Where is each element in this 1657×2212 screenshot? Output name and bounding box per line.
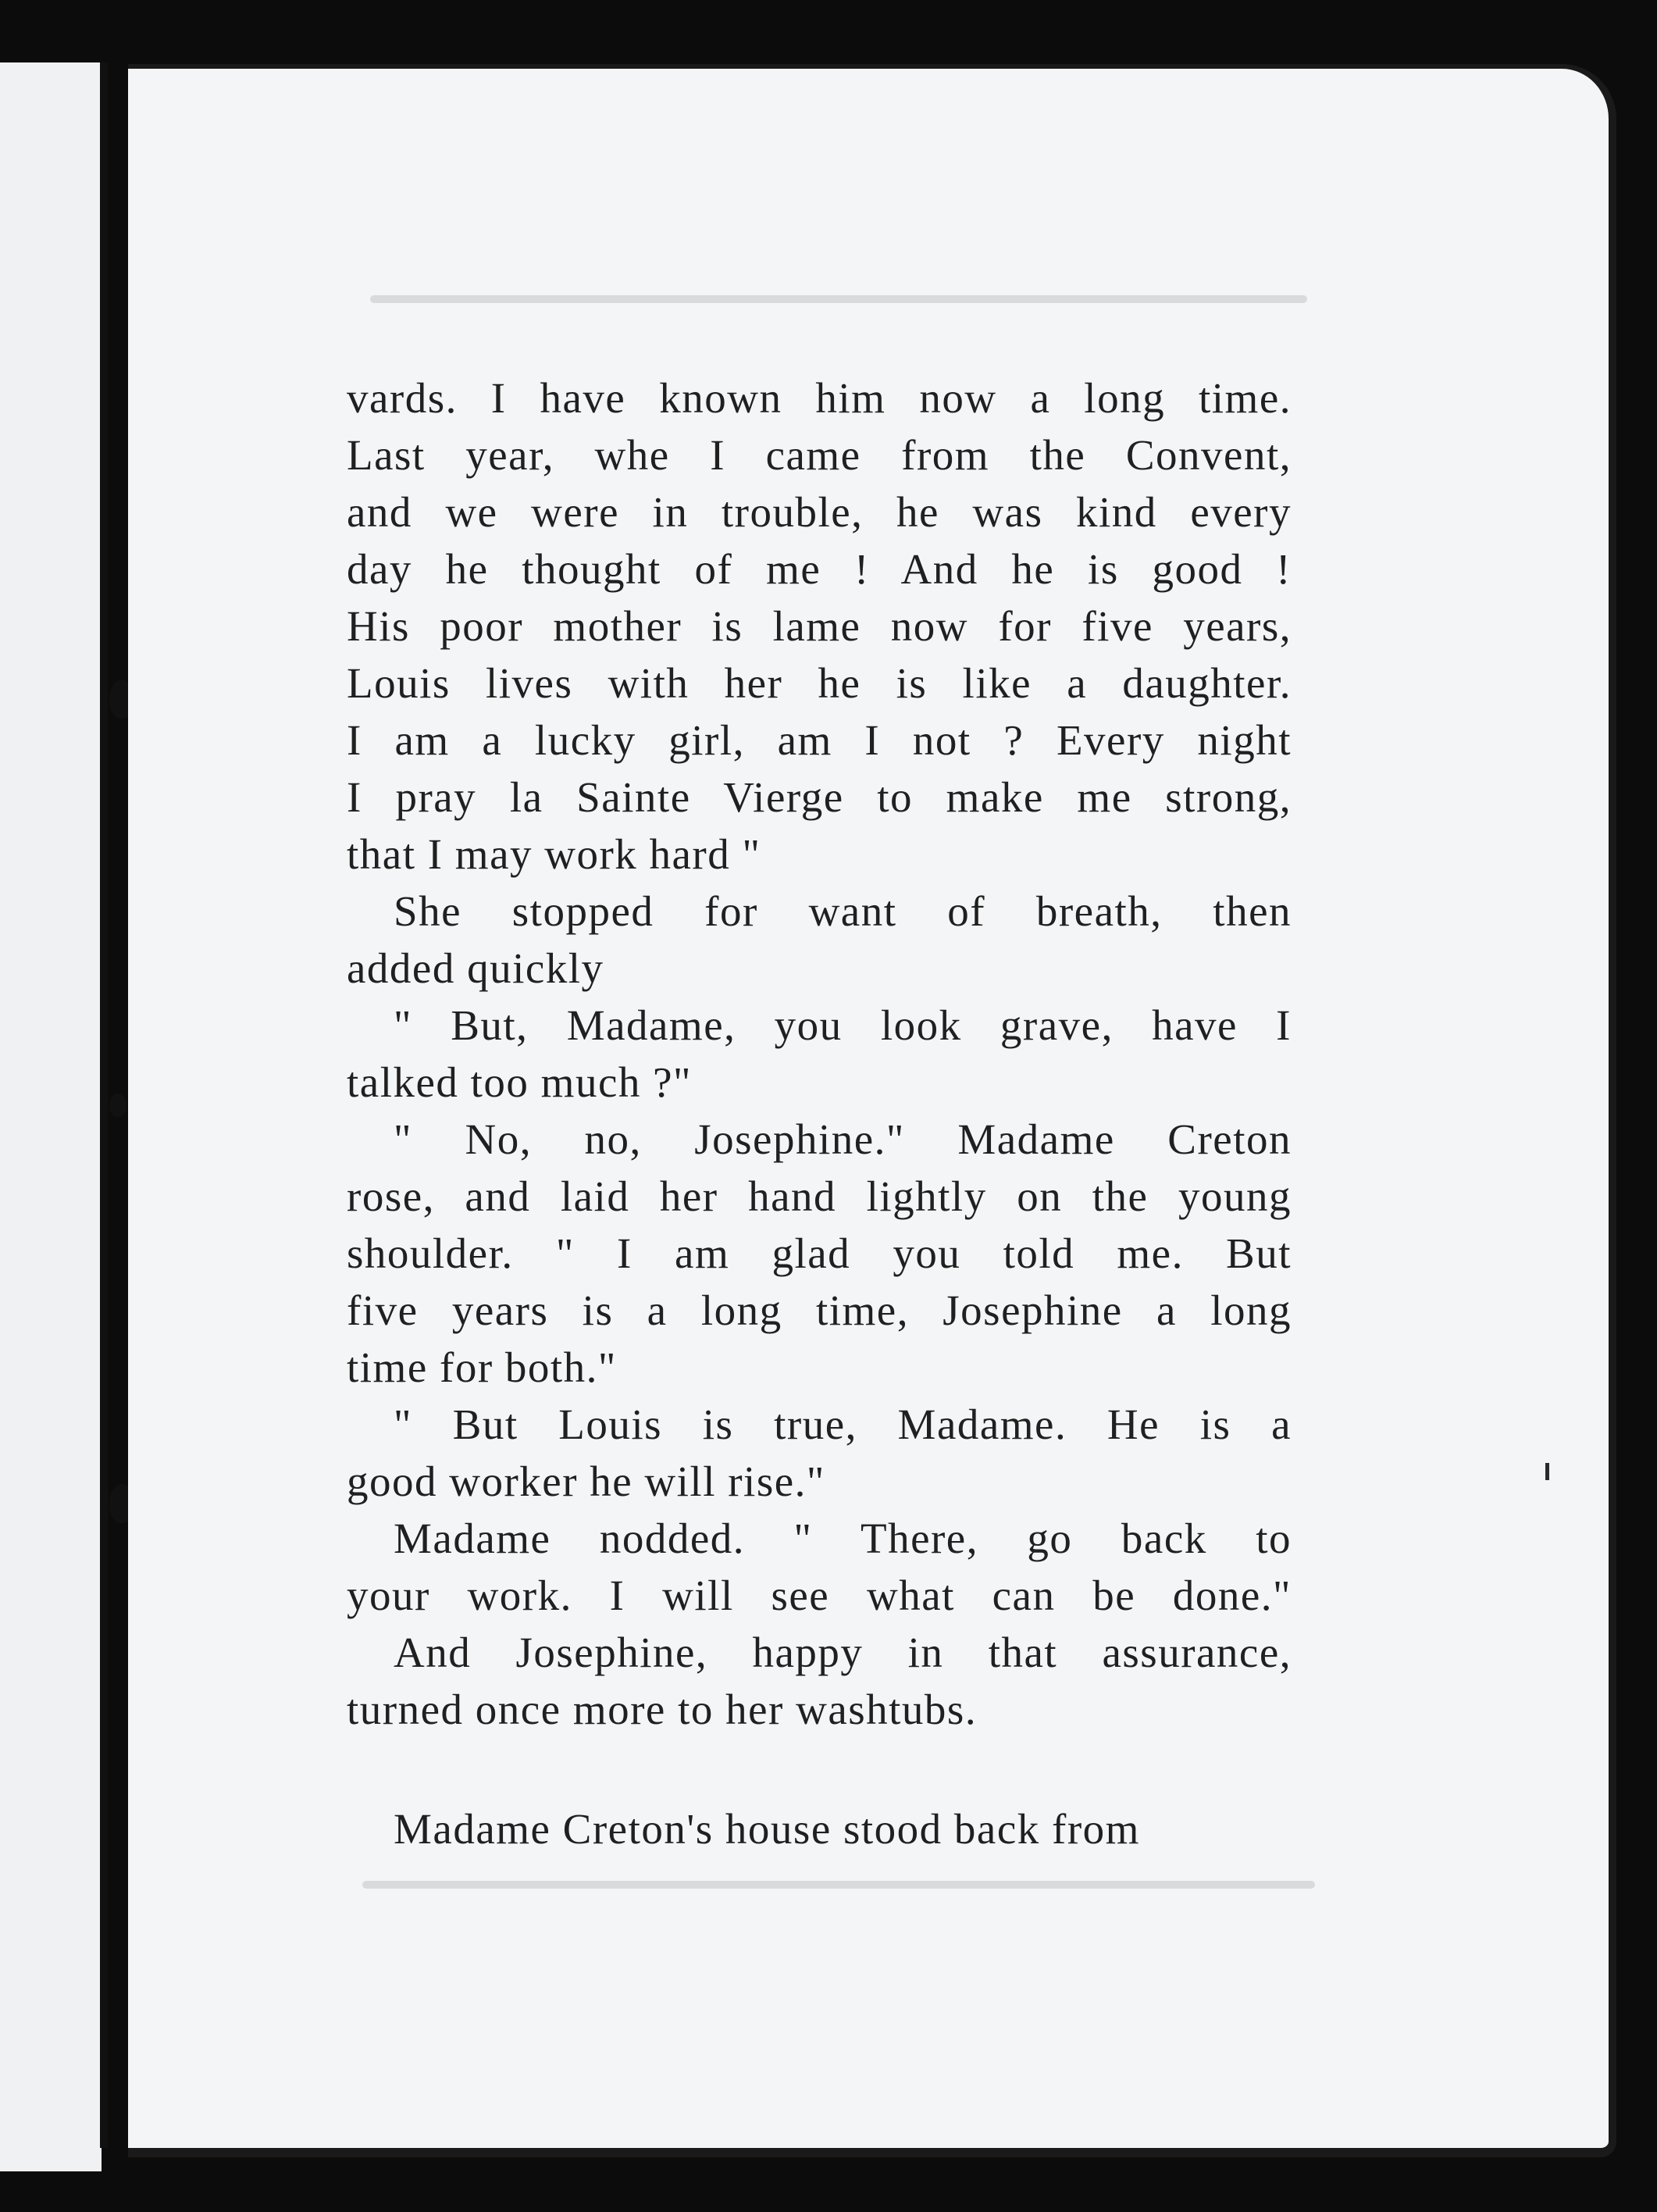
- text-line: day he thought of me ! And he is good !: [347, 545, 1292, 593]
- text-line: that I may work hard ": [347, 830, 761, 878]
- text-line: turned once more to her washtubs.: [347, 1686, 978, 1733]
- text-line: vards. I have known him now a long time.: [347, 374, 1292, 422]
- binding-line: [100, 62, 108, 2148]
- text-line: five years is a long time, Josephine a long: [347, 1286, 1292, 1334]
- book-page: [128, 64, 1616, 2157]
- text-line: talked too much ?": [347, 1058, 692, 1106]
- paragraph-lines: [347, 369, 1292, 1738]
- text-line: Madame Creton's house stood back from: [394, 1805, 1140, 1853]
- text-line: good worker he will rise.": [347, 1457, 825, 1505]
- header-rule: [370, 295, 1307, 303]
- footer-rule: [362, 1881, 1315, 1889]
- text-line: added quickly: [347, 944, 604, 992]
- text-line: His poor mother is lame now for five years,: [347, 602, 1292, 650]
- text-line: your work. I will see what can be done.": [347, 1572, 1292, 1619]
- binding-mark: [109, 1094, 127, 1117]
- page-text: [347, 369, 1292, 1857]
- text-line: " But Louis is true, Madame. He is a: [394, 1400, 1292, 1448]
- text-line: shoulder. " I am glad you told me. But: [347, 1229, 1292, 1277]
- text-line: " No, no, Josephine." Madame Creton: [394, 1115, 1292, 1163]
- text-line: Last year, whe I came from the Convent,: [347, 431, 1292, 479]
- text-line: " But, Madame, you look grave, have I: [394, 1001, 1292, 1049]
- text-line: time for both.": [347, 1343, 617, 1391]
- text-line: I am a lucky girl, am I not ? Every night: [347, 716, 1292, 764]
- text-line: rose, and laid her hand lightly on the young: [347, 1172, 1292, 1220]
- text-line: She stopped for want of breath, then: [394, 887, 1292, 935]
- ink-speck: [1545, 1463, 1549, 1480]
- text-line: and we were in trouble, he was kind every: [347, 488, 1292, 536]
- facing-page-edge: [0, 62, 102, 2171]
- text-line: I pray la Sainte Vierge to make me strong,: [347, 773, 1292, 821]
- section-break: [347, 1738, 1292, 1800]
- text-line: Louis lives with her he is like a daughter.: [347, 659, 1292, 707]
- text-line: And Josephine, happy in that assurance,: [394, 1629, 1292, 1676]
- text-line: Madame nodded. " There, go back to: [394, 1515, 1292, 1562]
